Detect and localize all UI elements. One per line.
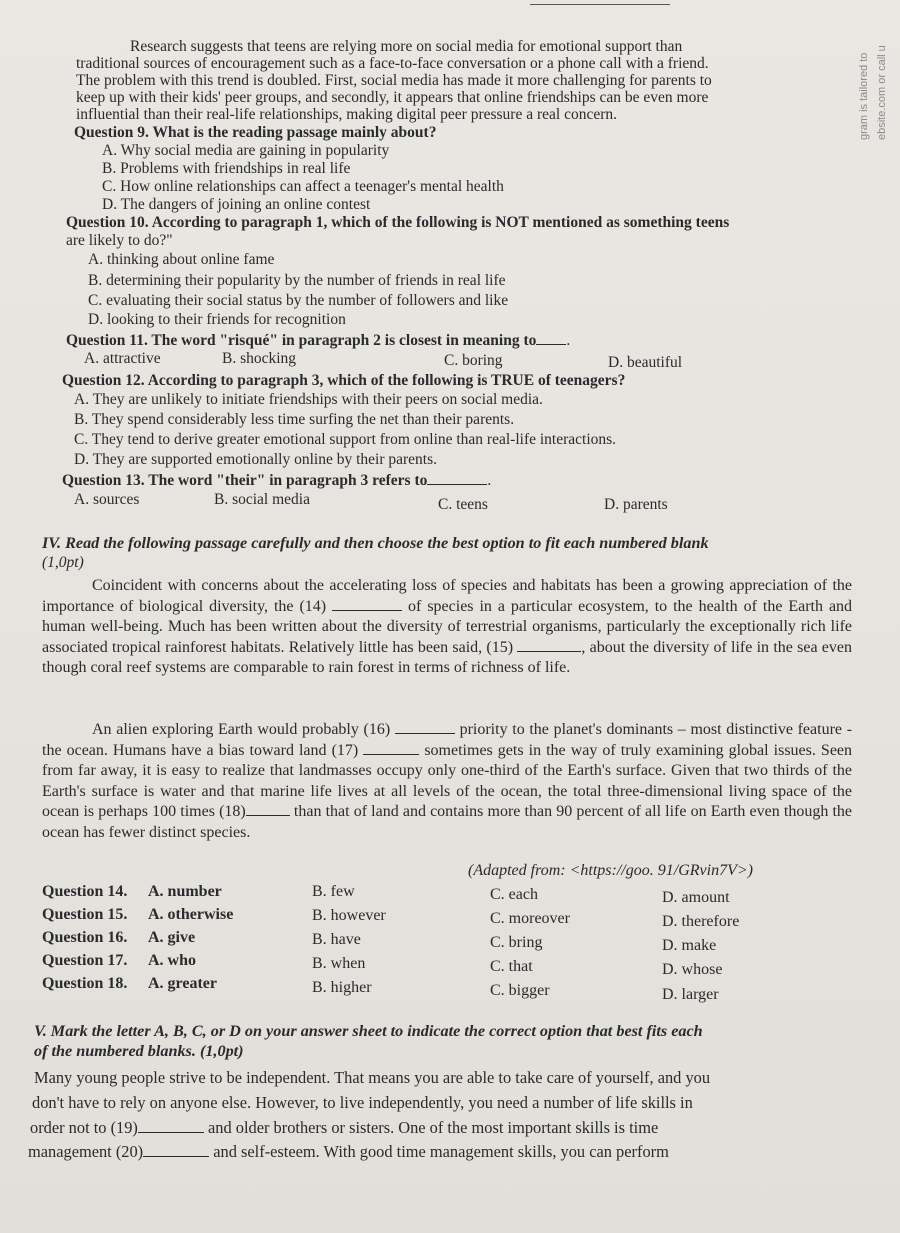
question-13-option-d[interactable]: D. parents: [604, 496, 668, 513]
answer-17-option-c[interactable]: C. that: [490, 958, 533, 975]
answer-16-option-a[interactable]: A. give: [148, 929, 196, 946]
paragraph-2-part-a: An alien exploring Earth would probably (16): [92, 721, 391, 738]
answer-row-16-label: Question 16.: [42, 929, 128, 946]
passage-line-3: The problem with this trend is doubled. First, social media has made it more challenging for parents to: [76, 72, 712, 89]
paragraph-2-part-d: (18): [219, 803, 246, 821]
answer-14-option-a[interactable]: A. number: [148, 883, 222, 900]
answer-16-option-d[interactable]: D. make: [662, 937, 717, 954]
question-11-stem: Question 11. The word "risqué" in paragraph 2 is closest in meaning to .: [66, 332, 571, 349]
question-13-blank: [427, 484, 487, 485]
section-5-line-4: [28, 1142, 669, 1162]
question-9-option-b[interactable]: B. Problems with friendships in real life: [102, 160, 351, 177]
section-5-line-3-part-b: and older brothers or sisters. One of the most important skills is time: [208, 1118, 659, 1137]
question-11-option-a[interactable]: A. attractive: [84, 350, 161, 367]
paragraph-1-part-c: , about the diversity of life in the sea even though coral reef systems are comparable to rain forest in terms of richness of life.: [42, 638, 853, 677]
question-12-option-a[interactable]: A. They are unlikely to initiate friendships with their peers on social media.: [74, 391, 543, 408]
answer-18-option-c[interactable]: C. bigger: [490, 982, 550, 999]
question-11-option-c[interactable]: C. boring: [444, 352, 503, 369]
paragraph-2-part-c: sometimes gets in the way of truly examining global issues. Seen from far away, it is easy to realize that landmasses occupy only one-third of the Earth's surface. Given that two thirds of the Earth's surface is water and that marine life lives at all levels of the ocean, the total three-dimensional living space of the ocean is perhaps 100 times: [42, 741, 853, 821]
answer-18-option-a[interactable]: A. greater: [148, 975, 217, 992]
blank-15[interactable]: [517, 651, 581, 652]
answer-15-option-b[interactable]: B. however: [312, 907, 386, 924]
top-edge-line: [530, 4, 670, 5]
answer-17-option-a[interactable]: A. who: [148, 952, 197, 969]
passage-line-1: Research suggests that teens are relying more on social media for emotional support than: [130, 38, 683, 55]
answer-14-option-b[interactable]: B. few: [312, 883, 355, 900]
question-13-option-b[interactable]: B. social media: [214, 491, 310, 508]
question-12-option-c[interactable]: C. They tend to derive greater emotional support from online than real-life interactions.: [74, 431, 617, 448]
margin-note-1: gram is tailored to: [858, 52, 870, 140]
section-5-heading-line-2: of the numbered blanks. (1,0pt): [34, 1042, 244, 1060]
answer-18-option-d[interactable]: D. larger: [662, 986, 719, 1003]
blank-14[interactable]: [332, 610, 402, 611]
question-9-option-d[interactable]: D. The dangers of joining an online contest: [102, 196, 371, 213]
margin-note-2: ebsite.com or call u: [876, 45, 888, 140]
question-12-option-d[interactable]: D. They are supported emotionally online by their parents.: [74, 451, 438, 468]
answer-row-15-label: Question 15.: [42, 906, 128, 923]
blank-16[interactable]: [395, 733, 455, 734]
answer-17-option-d[interactable]: D. whose: [662, 961, 723, 978]
blank-18[interactable]: [246, 815, 290, 816]
question-10-option-c[interactable]: C. evaluating their social status by the number of followers and like: [88, 292, 509, 309]
question-9-option-c[interactable]: C. How online relationships can affect a teenager's mental health: [102, 178, 504, 195]
question-13-option-c[interactable]: C. teens: [438, 496, 488, 513]
answer-14-option-c[interactable]: C. each: [490, 886, 538, 903]
question-11-blank: [536, 344, 566, 345]
answer-15-option-d[interactable]: D. therefore: [662, 913, 740, 930]
section-5-line-3: [30, 1118, 658, 1138]
section-5-line-3-part-a: order not to (19): [30, 1118, 138, 1137]
question-10-stem-line-1: Question 10. According to paragraph 1, which of the following is NOT mentioned as something teens: [66, 214, 730, 231]
section-4-points: (1,0pt): [42, 554, 84, 571]
question-9-stem: Question 9. What is the reading passage mainly about?: [74, 124, 437, 141]
section-4-paragraph-2: [42, 720, 852, 844]
paragraph-2-part-b: priority to the planet's dominants – most distinctive feature - the ocean. Humans have a bias toward land (17): [42, 721, 853, 759]
section-5-line-2: don't have to rely on anyone else. However, to live independently, you need a number of life skills in: [32, 1093, 693, 1112]
question-10-option-a[interactable]: A. thinking about online fame: [88, 251, 275, 268]
answer-18-option-b[interactable]: B. higher: [312, 979, 372, 996]
question-10-stem-line-2: are likely to do?": [66, 232, 173, 249]
section-4-paragraph-1: [42, 576, 852, 679]
answer-17-option-b[interactable]: B. when: [312, 955, 366, 972]
answer-row-17-label: Question 17.: [42, 952, 128, 969]
question-10-option-d[interactable]: D. looking to their friends for recognition: [88, 311, 346, 328]
answer-15-option-a[interactable]: A. otherwise: [148, 906, 234, 923]
answer-16-option-b[interactable]: B. have: [312, 931, 361, 948]
question-11-option-b[interactable]: B. shocking: [222, 350, 297, 367]
blank-19[interactable]: [138, 1132, 204, 1133]
question-10-option-b[interactable]: B. determining their popularity by the number of friends in real life: [88, 272, 506, 289]
answer-16-option-c[interactable]: C. bring: [490, 934, 543, 951]
section-5-line-1: Many young people strive to be independent. That means you are able to take care of yourself, and you: [34, 1068, 711, 1087]
question-12-option-b[interactable]: B. They spend considerably less time surfing the net than their parents.: [74, 411, 515, 428]
question-11-option-d[interactable]: D. beautiful: [608, 354, 683, 371]
section-5-line-4-part-b: and self-esteem. With good time management skills, you can perform: [213, 1142, 669, 1161]
passage-line-2: traditional sources of encouragement such as a face-to-face conversation or a phone call with a friend.: [76, 55, 709, 72]
passage-line-5: influential than their real-life relationships, making digital peer pressure a real concern.: [76, 106, 617, 123]
answer-15-option-c[interactable]: C. moreover: [490, 910, 570, 927]
blank-20[interactable]: [143, 1156, 209, 1157]
question-10-stem: [66, 214, 729, 232]
section-5-heading-line-1: V. Mark the letter A, B, C, or D on your answer sheet to indicate the correct option that best fits each: [34, 1022, 703, 1040]
question-12-stem: Question 12. According to paragraph 3, which of the following is TRUE of teenagers?: [62, 372, 626, 389]
question-13-stem-text: Question 13. The word "their" in paragraph 3 refers to: [62, 472, 428, 489]
passage-line-4: keep up with their kids' peer groups, and secondly, it appears that online friendships can be even more: [76, 89, 709, 106]
paragraph-1-part-b: of species in a particular ecosystem, to the health of the Earth and human well-being. Much has been written about the diversity of terrestrial organisms, particularly the exceptionally rich life associated tropical rainforest habitats. Relatively little has been said, (15): [42, 597, 853, 656]
answer-row-14-label: Question 14.: [42, 883, 128, 900]
passage-source: (Adapted from: <https://goo. 91/GRvin7V>): [468, 862, 753, 879]
question-13-option-a[interactable]: A. sources: [74, 491, 140, 508]
answer-14-option-d[interactable]: D. amount: [662, 889, 730, 906]
margin-notes: [836, 0, 896, 150]
answer-row-18-label: Question 18.: [42, 975, 128, 992]
section-4-heading: IV. Read the following passage carefully and then choose the best option to fit each numbered blank: [42, 534, 709, 552]
section-5-line-4-part-a: management (20): [28, 1142, 144, 1161]
question-11-stem-text: Question 11. The word "risqué" in paragraph 2 is closest in meaning to: [66, 332, 537, 349]
blank-17[interactable]: [363, 754, 419, 755]
paragraph-2-part-e: than that of land and contains more than 90 percent of all life on Earth even though the ocean has fewer distinct species.: [42, 803, 853, 841]
question-13-stem: Question 13. The word "their" in paragraph 3 refers to .: [62, 472, 492, 489]
question-9-option-a[interactable]: A. Why social media are gaining in popularity: [102, 142, 390, 159]
paragraph-1-part-a: Coincident with concerns about the accelerating loss of species and habitats has been a growing appreciation of the importance of biological diversity, the (14): [42, 577, 852, 615]
